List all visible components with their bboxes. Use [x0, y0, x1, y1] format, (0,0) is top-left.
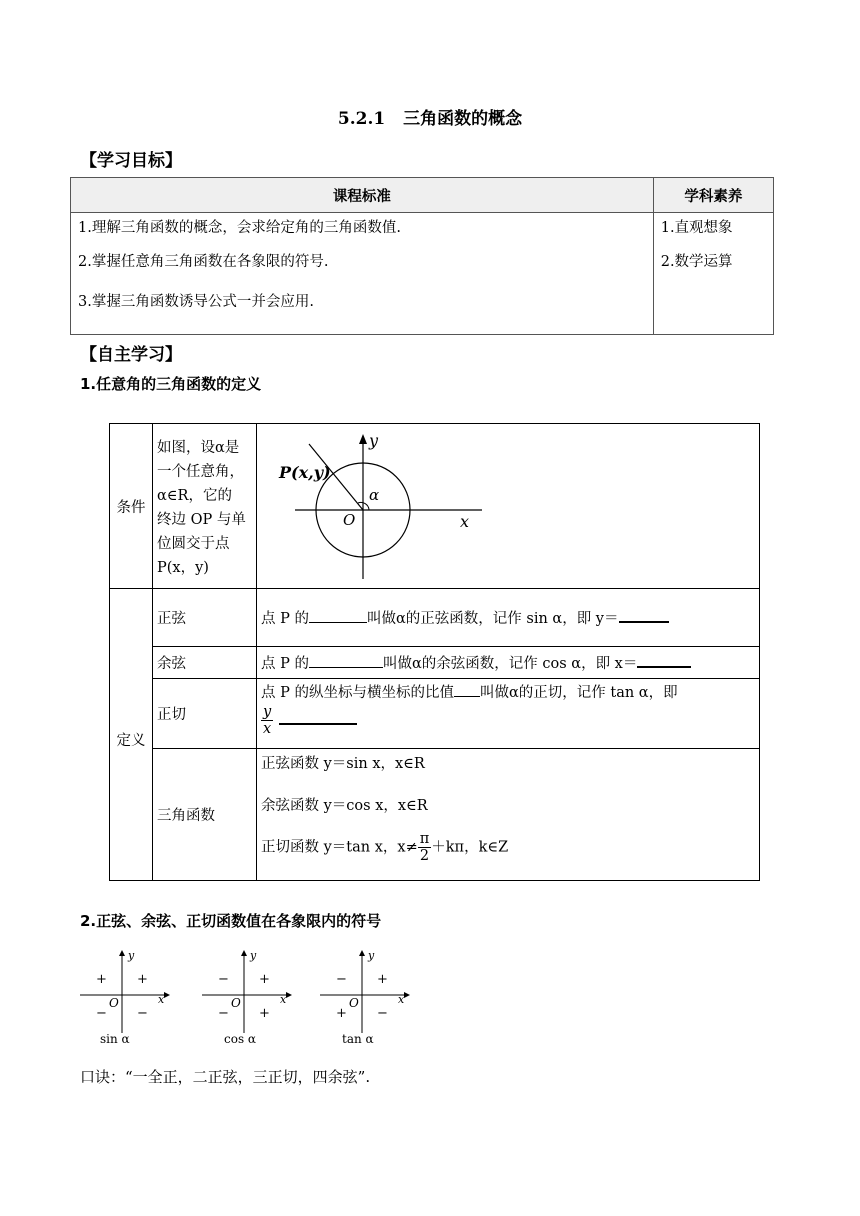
y-arrow: [359, 434, 367, 444]
trig-sin: 正弦函数 y＝sin x，x∈R: [261, 756, 425, 772]
svg-text:+: +: [259, 1006, 270, 1021]
svg-text:−: −: [96, 1006, 107, 1021]
sine-definition: [257, 589, 760, 647]
quadrant-caption: sin α: [100, 1032, 130, 1046]
svg-text:O: O: [349, 996, 359, 1010]
svg-text:x: x: [398, 993, 405, 1006]
unit-circle-figure-cell: [257, 424, 760, 589]
unit-circle-figure: [257, 424, 497, 584]
col-header-standards: 课程标准: [71, 178, 654, 213]
standards-cell: [71, 213, 654, 335]
condition-line: 位圆交于点: [157, 536, 230, 552]
svg-text:y: y: [128, 949, 135, 962]
trig-label: 三角函数: [153, 749, 257, 881]
x-label: x: [460, 512, 470, 531]
condition-line: 一个任意角，: [157, 464, 244, 480]
condition-line: 如图，设α是: [157, 440, 240, 456]
alpha-label: α: [369, 486, 380, 504]
svg-text:O: O: [231, 996, 241, 1010]
svg-text:+: +: [377, 972, 388, 987]
svg-text:+: +: [336, 1006, 347, 1021]
svg-text:−: −: [377, 1006, 388, 1021]
y-label: y: [369, 431, 379, 450]
svg-text:−: −: [137, 1006, 148, 1021]
tangent-text-a: 点 P 的纵坐标与横坐标的比值: [261, 685, 454, 701]
blank: [279, 709, 357, 725]
condition-label: 条件: [110, 424, 153, 589]
section-title: 三角函数的概念: [403, 109, 523, 129]
quadrant-cos: [202, 949, 292, 1046]
quadrant-diagrams: [78, 945, 418, 1054]
tangent-label: 正切: [153, 679, 257, 749]
sine-text-a: 点 P 的: [261, 611, 309, 627]
definition-label: 定义: [110, 589, 153, 881]
svg-text:x: x: [158, 993, 165, 1006]
section-2-title: 2.正弦、余弦、正切函数值在各象限内的符号: [80, 912, 382, 930]
standard-item: 2.掌握任意角三角函数在各象限的符号.: [78, 254, 329, 270]
page-title: [0, 104, 860, 129]
section-number: 5.2.1: [337, 109, 386, 129]
quadrant-tan: [320, 949, 410, 1046]
blank: [637, 652, 691, 668]
cosine-text-b: 叫做α的余弦函数，记作 cos α，即 x＝: [382, 656, 638, 672]
trig-tan: 正切函数 y＝tan x，x≠ $\frac{\pi}{2}+k\pi$，k∈Z: [261, 831, 509, 864]
quadrant-svg: [78, 945, 418, 1050]
blank: [619, 607, 669, 623]
trig-functions: [257, 749, 760, 881]
svg-text:x: x: [280, 993, 287, 1006]
tangent-definition: [257, 679, 760, 749]
svg-text:y: y: [368, 949, 375, 962]
cosine-label: 余弦: [153, 647, 257, 679]
objectives-table: [70, 177, 774, 335]
quadrant-sin: [80, 949, 170, 1046]
sine-label: 正弦: [153, 589, 257, 647]
svg-text:−: −: [218, 1006, 229, 1021]
sine-text-b: 叫做α的正弦函数，记作 sin α，即 y＝: [366, 611, 619, 627]
literacy-item: 1.直观想象: [660, 220, 733, 236]
condition-text: [153, 424, 257, 589]
tangent-fraction: $\frac{y}{x}$: [263, 704, 272, 737]
blank: [454, 682, 480, 697]
point-label: P(x,y): [279, 463, 331, 482]
svg-text:O: O: [109, 996, 119, 1010]
svg-text:−: −: [336, 972, 347, 987]
standard-item: 1.理解三角函数的概念，会求给定角的三角函数值.: [78, 220, 401, 236]
self-study-heading: 【自主学习】: [80, 345, 182, 365]
blank: [309, 608, 367, 623]
literacy-cell: [653, 213, 773, 335]
origin-label: O: [343, 511, 356, 529]
definition-table: [109, 423, 760, 881]
objectives-heading: 【学习目标】: [80, 151, 182, 171]
quadrant-caption: tan α: [342, 1032, 374, 1046]
col-header-literacy: 学科素养: [653, 178, 773, 213]
quadrant-caption: cos α: [224, 1032, 257, 1046]
trig-cos: 余弦函数 y＝cos x，x∈R: [261, 798, 428, 814]
condition-line: P(x，y): [157, 560, 209, 576]
cosine-text-a: 点 P 的: [261, 656, 309, 672]
mnemonic: 口诀：“一全正，二正弦，三正切，四余弦”.: [80, 1068, 371, 1086]
tangent-text-b: 叫做α的正切，记作 tan α，即: [479, 685, 678, 701]
svg-text:−: −: [218, 972, 229, 987]
cosine-definition: [257, 647, 760, 679]
literacy-item: 2.数学运算: [660, 254, 733, 270]
standard-item: 3.掌握三角函数诱导公式一并会应用.: [78, 294, 314, 310]
condition-line: α∈R，它的: [157, 488, 232, 504]
svg-text:+: +: [137, 972, 148, 987]
svg-text:+: +: [96, 972, 107, 987]
blank: [309, 653, 383, 668]
svg-text:+: +: [259, 972, 270, 987]
condition-line: 终边 OP 与单: [157, 512, 246, 528]
svg-text:y: y: [250, 949, 257, 962]
section-1-title: 1.任意角的三角函数的定义: [80, 375, 262, 393]
